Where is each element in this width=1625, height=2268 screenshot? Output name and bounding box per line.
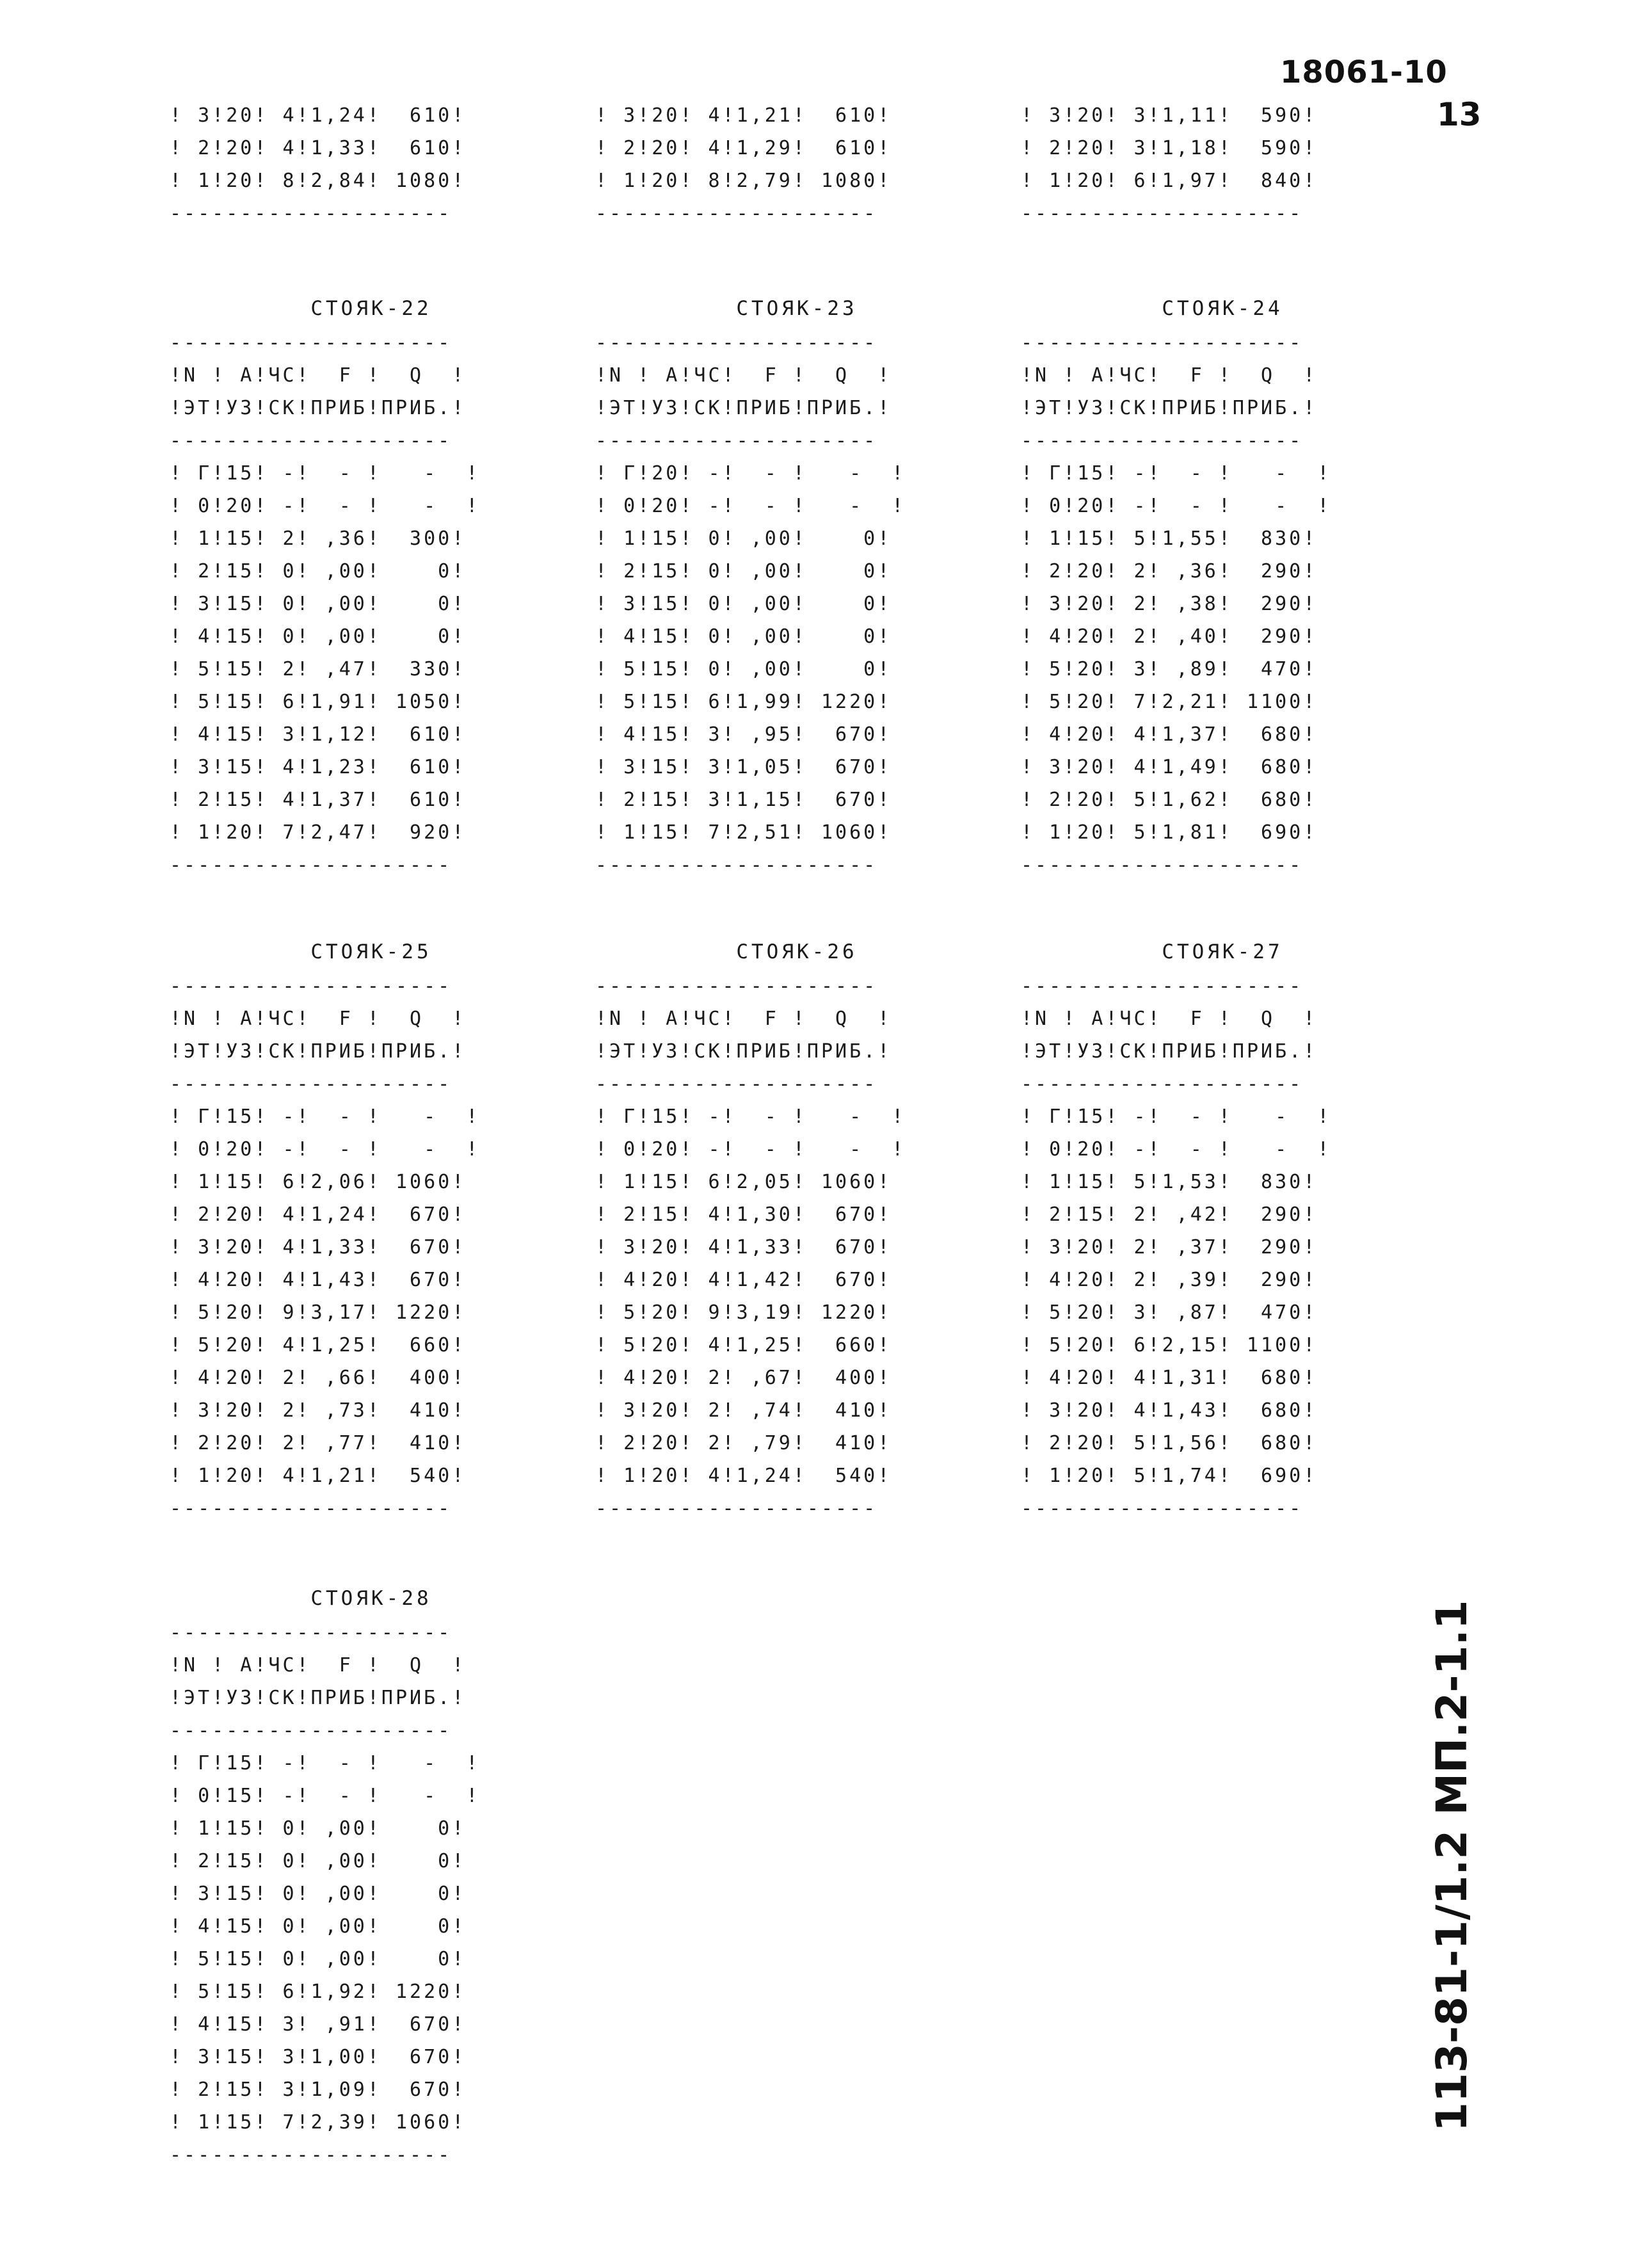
table-row: ! 4!20! 4!1,31! 680! <box>1021 1367 1318 1389</box>
table-rule: -------------------- <box>595 975 878 997</box>
table-row: ! 3!20! 4!1,33! 670! <box>170 1236 467 1259</box>
table-rule: -------------------- <box>170 332 452 354</box>
column-header: !ЭТ!УЗ!СК!ПРИБ!ПРИБ.! <box>170 397 467 419</box>
table-rule: -------------------- <box>595 1497 878 1520</box>
table-row: ! 4!15! 0! ,00! 0! <box>170 1915 467 1938</box>
table-row: ! 5!15! 6!1,92! 1220! <box>170 1981 467 2003</box>
table-row: ! 1!15! 6!2,05! 1060! <box>595 1171 892 1193</box>
table-row: ! 2!15! 0! ,00! 0! <box>595 560 892 583</box>
table-row: ! 2!15! 3!1,09! 670! <box>170 2079 467 2101</box>
table-row: ! 5!20! 3! ,89! 470! <box>1021 658 1318 680</box>
riser-table <box>1021 935 1424 1525</box>
table-rule: -------------------- <box>170 1497 452 1520</box>
table-row: ! Г!20! -! - ! - ! <box>595 462 906 485</box>
table-row: ! 2!15! 0! ,00! 0! <box>170 560 467 583</box>
table-row: ! 0!20! -! - ! - ! <box>170 1138 481 1161</box>
document-code: 18061-10 <box>1280 54 1448 90</box>
table-row: ! 1!15! 5!1,55! 830! <box>1021 527 1318 550</box>
table-row: ! 3!20! 4!1,33! 670! <box>595 1236 892 1259</box>
riser-table <box>595 935 998 1525</box>
continuation-row: ! 2!20! 4!1,33! 610! <box>170 137 467 159</box>
column-header: !N ! A!ЧС! F ! Q ! <box>170 1008 467 1030</box>
table-row: ! Г!15! -! - ! - ! <box>1021 1106 1332 1128</box>
continuation-row: ! 1!20! 8!2,84! 1080! <box>170 170 467 192</box>
table-rule: -------------------- <box>170 202 452 225</box>
table-row: ! 1!15! 5!1,53! 830! <box>1021 1171 1318 1193</box>
table-rule: -------------------- <box>170 975 452 997</box>
continuation-col-3 <box>1021 99 1317 230</box>
table-row: ! 3!20! 2! ,38! 290! <box>1021 593 1318 615</box>
table-row: ! 2!20! 2! ,79! 410! <box>595 1432 892 1454</box>
column-header: !ЭТ!УЗ!СК!ПРИБ!ПРИБ.! <box>1021 397 1318 419</box>
table-row: ! 4!15! 0! ,00! 0! <box>595 625 892 648</box>
continuation-row: ! 1!20! 8!2,79! 1080! <box>595 170 892 192</box>
continuation-row: ! 3!20! 4!1,24! 610! <box>170 104 467 127</box>
table-row: ! 0!20! -! - ! - ! <box>170 495 481 517</box>
table-row: ! 4!15! 0! ,00! 0! <box>170 625 467 648</box>
table-row: ! 5!15! 0! ,00! 0! <box>595 658 892 680</box>
column-header: !ЭТ!УЗ!СК!ПРИБ!ПРИБ.! <box>595 1040 892 1063</box>
column-header: !N ! A!ЧС! F ! Q ! <box>595 1008 892 1030</box>
column-header: !ЭТ!УЗ!СК!ПРИБ!ПРИБ.! <box>170 1687 467 1709</box>
table-row: ! 1!20! 5!1,74! 690! <box>1021 1465 1318 1487</box>
table-row: ! 0!20! -! - ! - ! <box>1021 1138 1332 1161</box>
table-rule: -------------------- <box>170 1621 452 1644</box>
table-rule: -------------------- <box>1021 332 1304 354</box>
table-row: ! 4!15! 3!1,12! 610! <box>170 723 467 746</box>
table-row: ! 5!20! 4!1,25! 660! <box>170 1334 467 1356</box>
table-row: ! 1!20! 4!1,21! 540! <box>170 1465 467 1487</box>
continuation-row: ! 3!20! 3!1,11! 590! <box>1021 104 1318 127</box>
table-title: СТОЯК-22 <box>310 297 432 320</box>
table-row: ! 2!15! 4!1,30! 670! <box>595 1203 892 1226</box>
table-row: ! 5!20! 4!1,25! 660! <box>595 1334 892 1356</box>
table-title: СТОЯК-25 <box>310 940 432 963</box>
table-row: ! Г!15! -! - ! - ! <box>170 1752 481 1774</box>
column-header: !N ! A!ЧС! F ! Q ! <box>170 364 467 387</box>
table-row: ! 3!15! 0! ,00! 0! <box>595 593 892 615</box>
table-title: СТОЯК-27 <box>1162 940 1283 963</box>
table-row: ! Г!15! -! - ! - ! <box>1021 462 1332 485</box>
riser-table <box>1021 291 1424 881</box>
table-row: ! 2!20! 5!1,62! 680! <box>1021 789 1318 811</box>
table-title: СТОЯК-26 <box>736 940 858 963</box>
table-row: ! 4!20! 4!1,42! 670! <box>595 1269 892 1291</box>
table-row: ! 3!15! 3!1,00! 670! <box>170 2046 467 2068</box>
table-row: ! 2!15! 0! ,00! 0! <box>170 1850 467 1872</box>
table-row: ! 1!15! 7!2,51! 1060! <box>595 821 892 844</box>
table-rule: -------------------- <box>170 430 452 452</box>
table-rule: -------------------- <box>1021 854 1304 876</box>
riser-table <box>170 291 573 881</box>
table-row: ! 5!20! 9!3,17! 1220! <box>170 1301 467 1324</box>
table-row: ! 2!15! 4!1,37! 610! <box>170 789 467 811</box>
table-row: ! 4!20! 2! ,67! 400! <box>595 1367 892 1389</box>
table-row: ! 2!20! 5!1,56! 680! <box>1021 1432 1318 1454</box>
table-row: ! 1!20! 4!1,24! 540! <box>595 1465 892 1487</box>
table-row: ! 2!15! 2! ,42! 290! <box>1021 1203 1318 1226</box>
table-row: ! 3!20! 4!1,49! 680! <box>1021 756 1318 778</box>
table-row: ! 0!20! -! - ! - ! <box>595 495 906 517</box>
table-rule: -------------------- <box>595 430 878 452</box>
table-row: ! 1!15! 7!2,39! 1060! <box>170 2111 467 2134</box>
continuation-col-2 <box>595 99 892 230</box>
table-rule: -------------------- <box>595 854 878 876</box>
table-row: ! 1!15! 0! ,00! 0! <box>170 1817 467 1840</box>
table-row: ! Г!15! -! - ! - ! <box>170 1106 481 1128</box>
table-row: ! 5!20! 7!2,21! 1100! <box>1021 691 1318 713</box>
table-rule: -------------------- <box>595 1073 878 1095</box>
table-row: ! 2!20! 4!1,24! 670! <box>170 1203 467 1226</box>
table-row: ! 3!20! 2! ,37! 290! <box>1021 1236 1318 1259</box>
table-row: ! 4!15! 3! ,91! 670! <box>170 2013 467 2036</box>
riser-table <box>170 1581 573 2171</box>
table-row: ! 5!15! 6!1,91! 1050! <box>170 691 467 713</box>
table-rule: -------------------- <box>1021 202 1304 225</box>
continuation-row: ! 1!20! 6!1,97! 840! <box>1021 170 1318 192</box>
table-title: СТОЯК-28 <box>310 1587 432 1610</box>
table-rule: -------------------- <box>170 2144 452 2166</box>
table-row: ! 3!15! 4!1,23! 610! <box>170 756 467 778</box>
table-rule: -------------------- <box>1021 975 1304 997</box>
continuation-row: ! 3!20! 4!1,21! 610! <box>595 104 892 127</box>
table-row: ! 3!20! 4!1,43! 680! <box>1021 1399 1318 1422</box>
table-row: ! 0!20! -! - ! - ! <box>595 1138 906 1161</box>
side-document-code: 113-81-1/1.2 МП.2-1.1 <box>1427 1600 1477 2132</box>
table-row: ! 5!20! 6!2,15! 1100! <box>1021 1334 1318 1356</box>
continuation-row: ! 2!20! 4!1,29! 610! <box>595 137 892 159</box>
table-row: ! 5!15! 2! ,47! 330! <box>170 658 467 680</box>
table-title: СТОЯК-23 <box>736 297 858 320</box>
continuation-col-1 <box>170 99 466 230</box>
table-rule: -------------------- <box>595 202 878 225</box>
table-rule: -------------------- <box>170 1719 452 1742</box>
table-rule: -------------------- <box>170 854 452 876</box>
column-header: !ЭТ!УЗ!СК!ПРИБ!ПРИБ.! <box>595 397 892 419</box>
riser-table <box>170 935 573 1525</box>
table-row: ! Г!15! -! - ! - ! <box>170 462 481 485</box>
table-rule: -------------------- <box>1021 1073 1304 1095</box>
table-row: ! 3!15! 3!1,05! 670! <box>595 756 892 778</box>
table-row: ! 2!15! 3!1,15! 670! <box>595 789 892 811</box>
table-row: ! 4!20! 4!1,37! 680! <box>1021 723 1318 746</box>
column-header: !N ! A!ЧС! F ! Q ! <box>595 364 892 387</box>
table-row: ! 0!15! -! - ! - ! <box>170 1785 481 1807</box>
table-row: ! 4!20! 2! ,39! 290! <box>1021 1269 1318 1291</box>
column-header: !ЭТ!УЗ!СК!ПРИБ!ПРИБ.! <box>1021 1040 1318 1063</box>
riser-table <box>595 291 998 881</box>
table-row: ! 2!20! 2! ,77! 410! <box>170 1432 467 1454</box>
table-row: ! 0!20! -! - ! - ! <box>1021 495 1332 517</box>
table-row: ! 5!15! 0! ,00! 0! <box>170 1948 467 1970</box>
table-row: ! 3!20! 2! ,73! 410! <box>170 1399 467 1422</box>
column-header: !N ! A!ЧС! F ! Q ! <box>170 1654 467 1677</box>
continuation-row: ! 2!20! 3!1,18! 590! <box>1021 137 1318 159</box>
table-row: ! 1!15! 2! ,36! 300! <box>170 527 467 550</box>
column-header: !ЭТ!УЗ!СК!ПРИБ!ПРИБ.! <box>170 1040 467 1063</box>
table-row: ! 4!15! 3! ,95! 670! <box>595 723 892 746</box>
table-row: ! 5!15! 6!1,99! 1220! <box>595 691 892 713</box>
table-rule: -------------------- <box>1021 1497 1304 1520</box>
table-rule: -------------------- <box>170 1073 452 1095</box>
table-row: ! 1!20! 7!2,47! 920! <box>170 821 467 844</box>
table-row: ! 3!15! 0! ,00! 0! <box>170 593 467 615</box>
table-row: ! 4!20! 4!1,43! 670! <box>170 1269 467 1291</box>
table-row: ! 1!20! 5!1,81! 690! <box>1021 821 1318 844</box>
table-row: ! 3!15! 0! ,00! 0! <box>170 1883 467 1905</box>
table-row: ! 1!15! 0! ,00! 0! <box>595 527 892 550</box>
table-rule: -------------------- <box>1021 430 1304 452</box>
table-title: СТОЯК-24 <box>1162 297 1283 320</box>
table-row: ! 5!20! 3! ,87! 470! <box>1021 1301 1318 1324</box>
page-number: 13 <box>1437 96 1482 133</box>
table-row: ! Г!15! -! - ! - ! <box>595 1106 906 1128</box>
column-header: !N ! A!ЧС! F ! Q ! <box>1021 364 1318 387</box>
table-row: ! 3!20! 2! ,74! 410! <box>595 1399 892 1422</box>
table-row: ! 4!20! 2! ,66! 400! <box>170 1367 467 1389</box>
table-row: ! 1!15! 6!2,06! 1060! <box>170 1171 467 1193</box>
table-row: ! 2!20! 2! ,36! 290! <box>1021 560 1318 583</box>
table-rule: -------------------- <box>595 332 878 354</box>
column-header: !N ! A!ЧС! F ! Q ! <box>1021 1008 1318 1030</box>
table-row: ! 5!20! 9!3,19! 1220! <box>595 1301 892 1324</box>
table-row: ! 4!20! 2! ,40! 290! <box>1021 625 1318 648</box>
